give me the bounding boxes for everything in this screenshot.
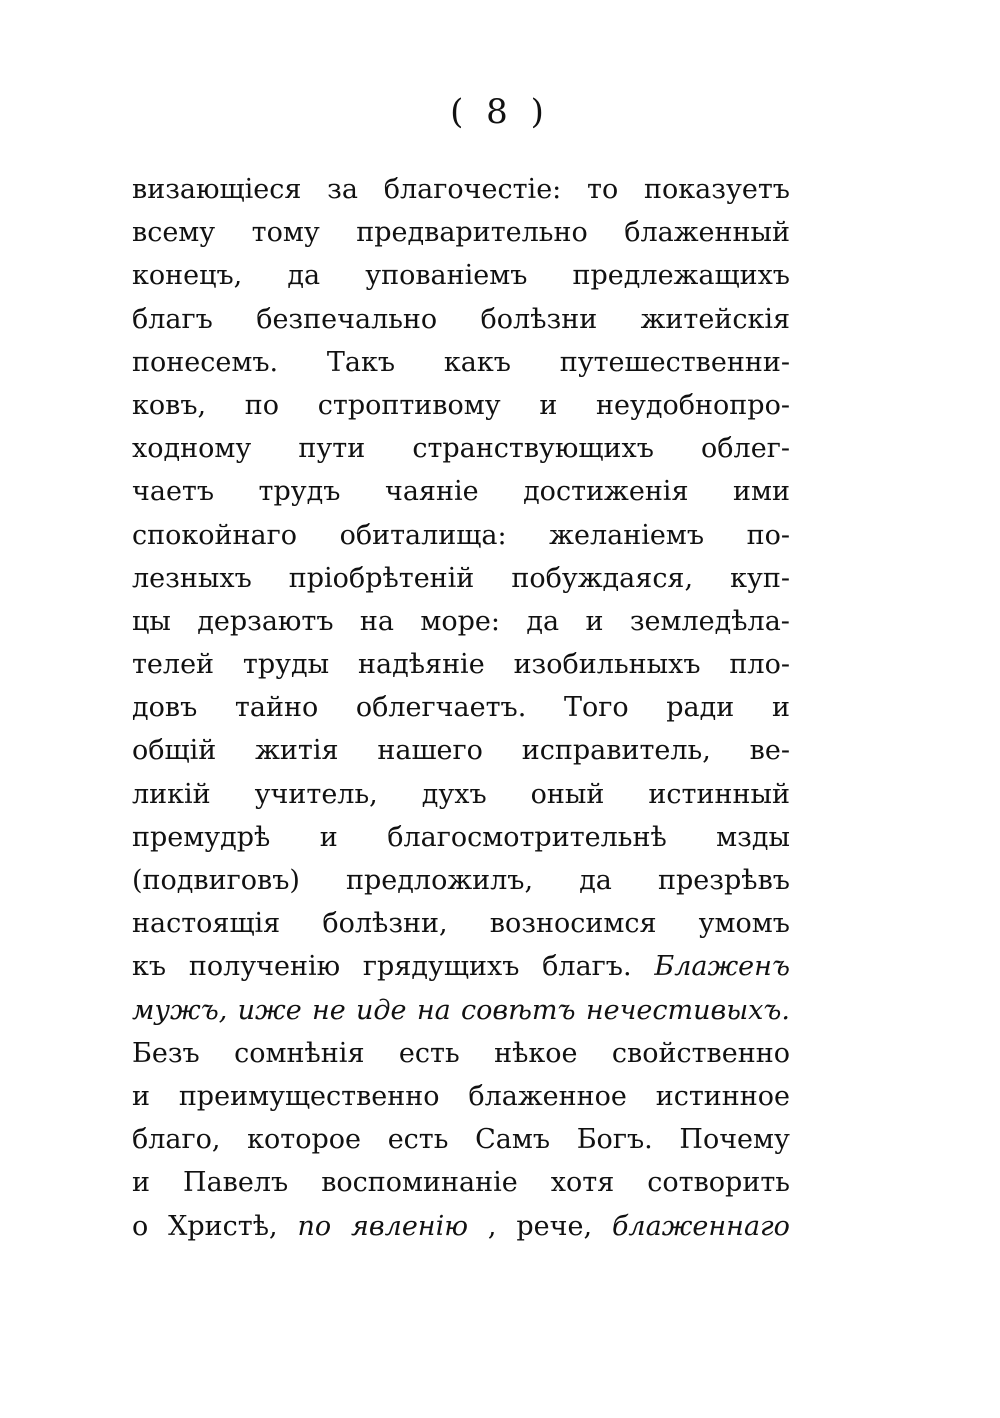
text-word: духъ: [421, 778, 487, 810]
text-word: надѣяніе: [358, 649, 485, 681]
text-word: то: [587, 174, 619, 205]
text-word: сотворить: [647, 1167, 790, 1199]
text-word: грядущихъ: [362, 951, 520, 983]
text-word: Христѣ,: [168, 1210, 278, 1242]
text-word: конецъ,: [132, 260, 243, 292]
text-word: за: [327, 174, 358, 205]
text-word: путешественни-: [559, 346, 790, 378]
text-word: благо,: [132, 1124, 221, 1156]
text-word: тайно: [234, 692, 319, 724]
text-word: предварительно: [356, 217, 588, 249]
text-word: истинный: [648, 778, 790, 810]
text-word: премудрѣ: [132, 821, 271, 853]
text-word: нѣкое: [494, 1037, 578, 1069]
text-word: достиженія: [523, 476, 689, 508]
text-word: какъ: [443, 346, 511, 378]
text-word: желаніемъ: [549, 519, 705, 551]
text-word: общій: [132, 735, 217, 767]
text-word: мужъ,: [132, 994, 228, 1026]
text-line: [132, 427, 790, 470]
text-word: Почему: [679, 1124, 790, 1156]
text-word: предложилъ,: [346, 865, 534, 896]
text-word: иде: [356, 994, 407, 1026]
text-word: Блаженъ: [654, 951, 790, 983]
text-word: ликій: [132, 778, 211, 810]
text-word: къ: [132, 951, 167, 983]
text-word: чаетъ: [132, 476, 215, 508]
page-number: ( 8 ): [450, 92, 550, 132]
text-line: [132, 298, 790, 341]
text-word: облег-: [701, 433, 790, 465]
text-word: и: [771, 692, 790, 724]
text-word: о: [132, 1210, 149, 1242]
text-word: телей: [132, 649, 215, 681]
text-word: пути: [298, 433, 366, 465]
text-line: [132, 686, 790, 729]
text-word: и: [132, 1167, 150, 1199]
text-word: на: [416, 994, 451, 1026]
text-word: по: [297, 1210, 332, 1242]
text-word: безпечально: [256, 303, 438, 335]
text-word: куп-: [730, 562, 790, 594]
text-word: свойственно: [611, 1037, 790, 1069]
text-word: умомъ: [698, 908, 790, 940]
text-word: житейскія: [640, 303, 790, 335]
text-word: сомнѣнія: [234, 1037, 365, 1069]
text-word: ,: [487, 1210, 497, 1242]
text-line: [132, 384, 790, 427]
text-word: по: [244, 389, 280, 421]
text-word: настоящія: [132, 908, 281, 940]
text-line: [132, 211, 790, 254]
text-word: ходному: [132, 433, 252, 465]
text-line: [132, 643, 790, 686]
text-word: преимущественно: [178, 1080, 440, 1112]
text-word: облегчаетъ.: [355, 692, 527, 724]
text-word: рече,: [516, 1210, 593, 1242]
text-word: блаженный: [624, 217, 790, 249]
text-word: чаяніе: [384, 476, 479, 508]
text-word: благосмотрительнѣ: [387, 821, 667, 853]
text-word: нашего: [377, 735, 483, 767]
text-word: благочестіе:: [383, 174, 562, 205]
text-line: [132, 816, 790, 859]
text-word: истинное: [655, 1080, 790, 1112]
text-word: да: [287, 260, 321, 292]
text-word: Богъ.: [576, 1124, 653, 1156]
text-line: [132, 773, 790, 816]
text-word: неудобнопро-: [596, 389, 790, 421]
text-word: всему: [132, 217, 216, 249]
text-line: [132, 729, 790, 772]
text-word: нечестивыхъ.: [585, 994, 790, 1026]
text-word: хотя: [550, 1167, 615, 1199]
text-word: земледѣла-: [629, 605, 790, 637]
text-word: спокойнаго: [132, 519, 297, 551]
text-word: ве-: [749, 735, 790, 767]
text-line: [132, 1118, 790, 1161]
text-line: [132, 1075, 790, 1118]
text-word: показуетъ: [644, 174, 790, 205]
text-word: и: [319, 821, 338, 853]
text-word: иже: [237, 994, 302, 1026]
text-word: трудъ: [258, 476, 341, 508]
text-line: [132, 859, 790, 902]
text-word: есть: [398, 1037, 460, 1069]
text-word: ковъ,: [132, 389, 207, 421]
text-word: строптивому: [317, 389, 501, 421]
text-word: Безъ: [132, 1037, 200, 1069]
text-word: понесемъ.: [132, 346, 279, 378]
text-word: блаженнаго: [611, 1210, 790, 1242]
text-word: болѣзни: [480, 303, 598, 335]
text-line: [132, 470, 790, 513]
text-word: тому: [251, 217, 320, 249]
text-line: [132, 341, 790, 384]
text-word: и: [132, 1080, 150, 1112]
text-word: воспоминаніе: [321, 1167, 518, 1199]
text-word: пріобрѣтеній: [288, 562, 475, 594]
text-word: мзды: [716, 821, 790, 853]
text-word: и: [585, 605, 604, 637]
text-word: благъ.: [542, 951, 632, 983]
text-word: которое: [247, 1124, 362, 1156]
text-word: пло-: [729, 649, 790, 681]
text-word: странствующихъ: [412, 433, 654, 465]
text-word: (подвиговъ): [132, 865, 300, 896]
text-word: благъ: [132, 303, 213, 335]
text-word: Того: [563, 692, 629, 724]
text-line: [132, 1032, 790, 1075]
text-word: предлежащихъ: [572, 260, 790, 292]
text-line: [132, 557, 790, 600]
text-word: презрѣвъ: [658, 865, 790, 896]
text-line: [132, 1161, 790, 1204]
text-line: [132, 945, 790, 988]
text-word: не: [311, 994, 346, 1026]
text-word: Самъ: [475, 1124, 551, 1156]
text-word: и: [539, 389, 558, 421]
text-word: визающіеся: [132, 174, 302, 205]
text-word: совѣтъ: [461, 994, 576, 1026]
text-line: [132, 254, 790, 297]
text-line: [132, 514, 790, 557]
text-word: по-: [746, 519, 790, 551]
text-line: [132, 989, 790, 1032]
body-text: [132, 168, 790, 1248]
text-word: явленію: [351, 1210, 468, 1242]
text-word: ради: [666, 692, 735, 724]
text-word: дерзаютъ: [197, 605, 334, 637]
text-line: [132, 600, 790, 643]
text-word: блаженное: [468, 1080, 627, 1112]
text-word: лезныхъ: [132, 562, 252, 594]
text-word: да: [579, 865, 612, 896]
text-word: обиталища:: [339, 519, 507, 551]
text-word: ими: [732, 476, 790, 508]
text-word: цы: [132, 605, 171, 637]
text-word: побуждаяся,: [511, 562, 694, 594]
text-word: изобильныхъ: [513, 649, 701, 681]
text-line: [132, 902, 790, 945]
text-word: Такъ: [326, 346, 396, 378]
text-word: полученію: [188, 951, 341, 983]
text-word: довъ: [132, 692, 198, 724]
text-word: оный: [530, 778, 605, 810]
text-word: возносимся: [489, 908, 657, 940]
text-line: [132, 1205, 790, 1248]
text-word: болѣзни,: [322, 908, 448, 940]
text-word: есть: [387, 1124, 449, 1156]
text-line: [132, 168, 790, 211]
text-word: на: [359, 605, 395, 637]
text-word: житія: [255, 735, 339, 767]
text-word: учитель,: [254, 778, 378, 810]
text-word: Павелъ: [183, 1167, 289, 1199]
text-word: море:: [420, 605, 500, 637]
text-word: упованіемъ: [365, 260, 528, 292]
text-word: труды: [242, 649, 330, 681]
text-word: исправитель,: [521, 735, 711, 767]
text-word: да: [526, 605, 560, 637]
